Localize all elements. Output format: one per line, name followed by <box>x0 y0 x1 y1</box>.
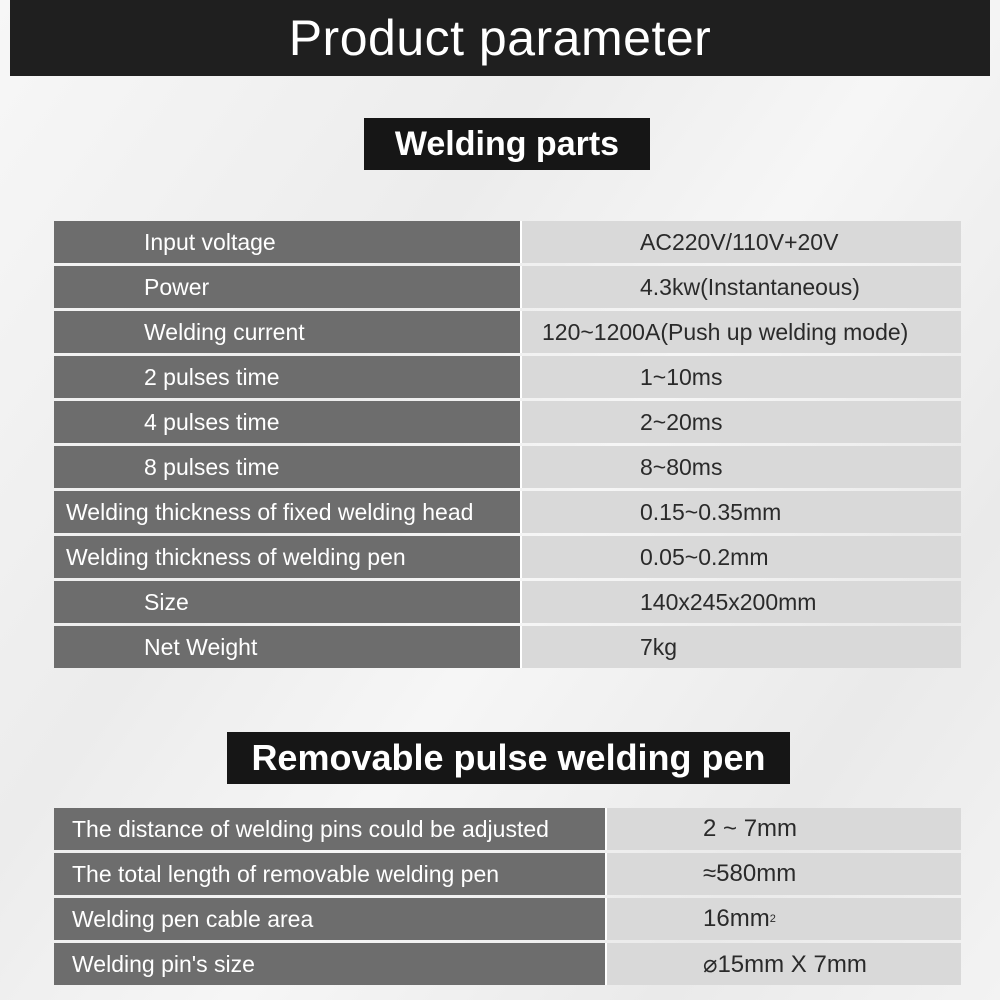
table-row <box>54 581 961 623</box>
row-label: Net Weight <box>54 626 520 668</box>
row-label: Welding thickness of fixed welding head <box>54 491 520 533</box>
row-label: Power <box>54 266 520 308</box>
table-row <box>54 266 961 308</box>
row-value: 2~20ms <box>520 401 961 443</box>
row-label: Welding thickness of welding pen <box>54 536 520 578</box>
welding-pen-title: Removable pulse welding pen <box>227 732 790 784</box>
row-label: Welding current <box>54 311 520 353</box>
row-value: 0.05~0.2mm <box>520 536 961 578</box>
row-value: 4.3kw(Instantaneous) <box>520 266 961 308</box>
table-row <box>54 356 961 398</box>
row-label: Size <box>54 581 520 623</box>
row-value: 7kg <box>520 626 961 668</box>
row-value: 140x245x200mm <box>520 581 961 623</box>
row-label: 8 pulses time <box>54 446 520 488</box>
table-row <box>54 943 961 985</box>
value-text: 16mm <box>703 905 770 932</box>
value-superscript: 2 <box>769 913 776 925</box>
welding-parts-table <box>54 221 961 671</box>
row-label: Welding pen cable area <box>54 898 605 940</box>
row-value: 0.15~0.35mm <box>520 491 961 533</box>
row-label: 2 pulses time <box>54 356 520 398</box>
table-row <box>54 221 961 263</box>
welding-parts-title: Welding parts <box>364 118 650 170</box>
table-row <box>54 898 961 940</box>
table-row <box>54 491 961 533</box>
row-value: 2 ~ 7mm <box>605 808 961 850</box>
table-row <box>54 853 961 895</box>
table-row <box>54 808 961 850</box>
row-value: AC220V/110V+20V <box>520 221 961 263</box>
table-row <box>54 536 961 578</box>
row-label: The distance of welding pins could be adjusted <box>54 808 605 850</box>
table-row <box>54 401 961 443</box>
row-value: 1~10ms <box>520 356 961 398</box>
table-row <box>54 311 961 353</box>
page-title: Product parameter <box>288 10 712 66</box>
row-label: 4 pulses time <box>54 401 520 443</box>
row-label: Welding pin's size <box>54 943 605 985</box>
table-row <box>54 446 961 488</box>
row-value: 8~80ms <box>520 446 961 488</box>
table-row <box>54 626 961 668</box>
row-value: 120~1200A(Push up welding mode) <box>520 311 961 353</box>
row-value: ⌀15mm X 7mm <box>605 943 961 985</box>
row-label: The total length of removable welding pen <box>54 853 605 895</box>
welding-pen-table <box>54 808 961 988</box>
row-label: Input voltage <box>54 221 520 263</box>
row-value <box>605 898 961 940</box>
page-header <box>10 0 990 76</box>
row-value: ≈580mm <box>605 853 961 895</box>
